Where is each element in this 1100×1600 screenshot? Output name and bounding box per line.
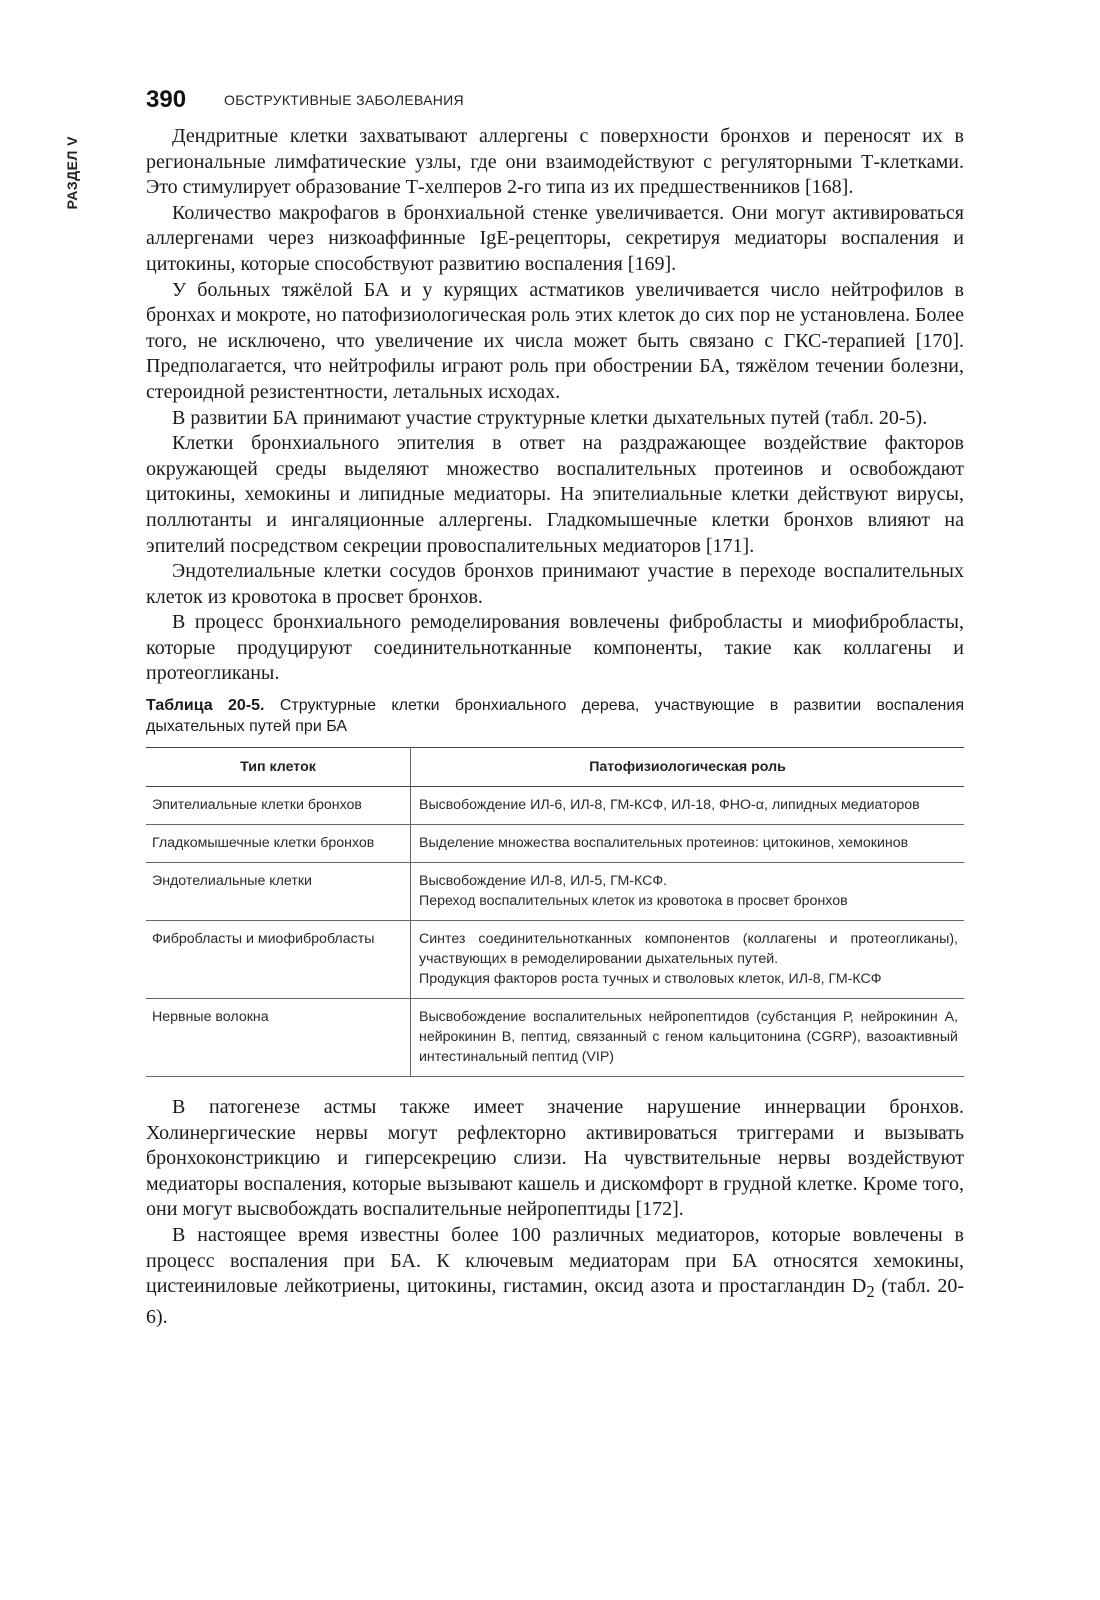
table-caption-label: Таблица 20-5. (146, 697, 265, 715)
body-paragraph: Количество макрофагов в бронхиальной стенке увеличивается. Они могут активироваться аллергенами через низкоаффинные IgE-рецепторы, секретируя медиаторы воспаления и цитокины, которые способствуют развитию воспаления [169]. (146, 201, 964, 275)
mediators-text-tail: (табл. 20-6). (146, 1275, 964, 1328)
table-body (146, 787, 964, 1077)
table-header-row (146, 748, 964, 787)
page-number: 390 (146, 86, 187, 113)
mediators-text: В настоящее время известны более 100 различных медиаторов, которые вовлечены в процесс воспаления при БА. К ключевым медиаторам при БА относятся хемокины, цистеиниловые лейкотриены, цитокины, гистамин, оксид азота и простагландин D (146, 1224, 964, 1298)
role-line: Высвобождение ИЛ-6, ИЛ-8, ГМ-КСФ, ИЛ-18, ФНО-α, липидных медиаторов (419, 797, 920, 814)
role-line: Продукция факторов роста тучных и стволовых клеток, ИЛ-8, ГМ-КСФ (419, 971, 882, 988)
table-row (146, 999, 964, 1077)
table-row (146, 787, 964, 825)
cell-type: Эндотелиальные клетки (146, 863, 411, 921)
role-line: Высвобождение воспалительных нейропептидов (субстанция Р, нейрокинин А, нейрокинин В, пептид, связанный с геном кальцитонина (CGRP), вазоактивный интестинальный пептид (VIP) (419, 1009, 958, 1066)
table-row (146, 863, 964, 921)
cell-type: Эпителиальные клетки бронхов (146, 787, 411, 825)
table-row (146, 921, 964, 999)
section-side-label: РАЗДЕЛ V (64, 136, 80, 210)
column-header-role: Патофизиологическая роль (411, 748, 965, 787)
cell-role (411, 825, 965, 863)
cell-role (411, 787, 965, 825)
body-paragraph: Дендритные клетки захватывают аллергены с поверхности бронхов и переносят их в региональные лимфатические узлы, где они взаимодействуют с регуляторными Т-клетками. Это стимулирует образование Т-хелперов 2-го типа из их предшественников [168]. (146, 125, 964, 199)
body-paragraph: Эндотелиальные клетки сосудов бронхов принимают участие в переходе воспалительных клеток из кровотока в просвет бронхов. (146, 560, 964, 608)
cell-role (411, 863, 965, 921)
body-text-after-table (146, 1095, 964, 1223)
cell-type: Фибробласты и миофибробласты (146, 921, 411, 999)
subscript-2: 2 (866, 1282, 875, 1302)
role-line: Синтез соединительнотканных компонентов (коллагены и протеогликаны), участвующих в ремоделировании дыхательных путей. (419, 931, 958, 968)
column-header-cell-type: Тип клеток (146, 748, 411, 787)
body-paragraph: У больных тяжёлой БА и у курящих астматиков увеличивается число нейтрофилов в бронхах и мокроте, но патофизиологическая роль этих клеток до сих пор не установлена. Более того, не исключено, что увеличение их числа может быть связано с ГКС-терапией [170]. Предполагается, что нейтрофилы играют роль при обострении БА, тяжёлом течении болезни, стероидной резистентности, летальных исходах. (146, 278, 964, 403)
structural-cells-table (146, 747, 964, 1077)
cell-type: Гладкомышечные клетки бронхов (146, 825, 411, 863)
cell-role (411, 921, 965, 999)
role-line: Выделение множества воспалительных протеинов: цитокинов, хемокинов (419, 835, 909, 852)
body-paragraph: Клетки бронхиального эпителия в ответ на раздражающее воздействие факторов окружающей среды выделяют множество воспалительных протеинов и освобождают цитокины, хемокины и липидные медиаторы. На эпителиальные клетки действуют вирусы, поллютанты и ингаляционные аллергены. Гладкомышечные клетки бронхов влияют на эпителий посредством секреции провоспалительных медиаторов [171]. (146, 432, 964, 557)
table-caption (146, 695, 964, 737)
body-paragraph-mediators (146, 1223, 964, 1330)
table-caption-text: Структурные клетки бронхиального дерева, участвующие в развитии воспаления дыхательных путей при БА (146, 697, 964, 736)
body-text-before-table (146, 124, 964, 687)
body-paragraph: В патогенезе астмы также имеет значение нарушение иннервации бронхов. Холинергические нервы могут рефлекторно активироваться триггерами и вызывать бронхоконстрикцию и гиперсекрецию слизи. На чувствительные нервы воздействуют медиаторы воспаления, которые вызывают кашель и дискомфорт в грудной клетке. Кроме того, они могут высвобождать воспалительные нейропептиды [172]. (146, 1096, 964, 1221)
page-header (146, 88, 966, 118)
running-title: ОБСТРУКТИВНЫЕ ЗАБОЛЕВАНИЯ (224, 92, 464, 108)
table-row (146, 825, 964, 863)
cell-type: Нервные волокна (146, 999, 411, 1077)
cell-role (411, 999, 965, 1077)
body-paragraph: В развитии БА принимают участие структурные клетки дыхательных путей (табл. 20-5). (172, 406, 928, 429)
role-line: Высвобождение ИЛ-8, ИЛ-5, ГМ-КСФ. (419, 873, 668, 890)
role-line: Переход воспалительных клеток из кровотока в просвет бронхов (419, 893, 848, 910)
page-body (146, 124, 964, 1330)
body-paragraph: В процесс бронхиального ремоделирования вовлечены фибробласты и миофибробласты, которые продуцируют соединительнотканные компоненты, такие как коллагены и протеогликаны. (146, 611, 964, 685)
